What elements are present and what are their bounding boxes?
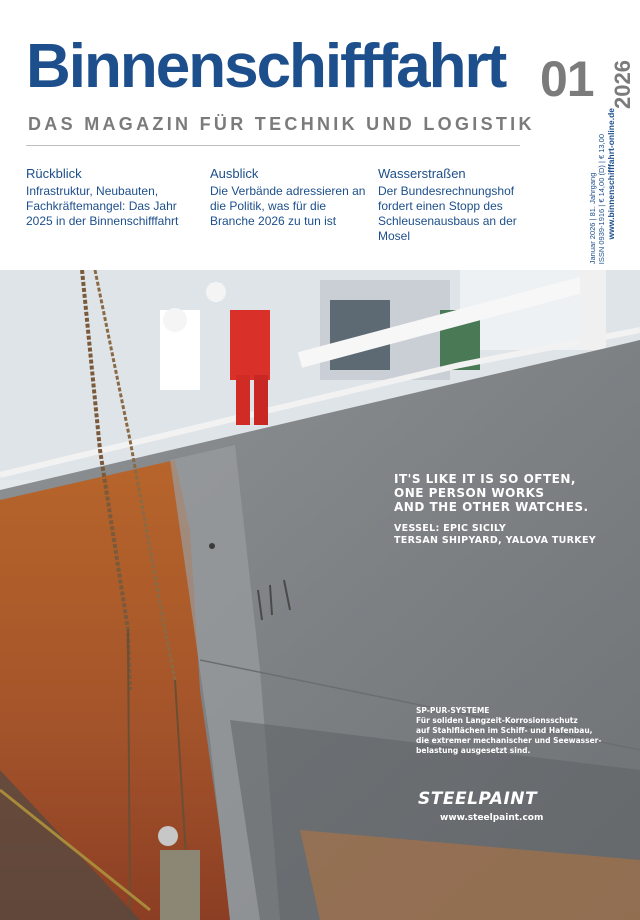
issue-info-line: Januar 2026 | 81. Jahrgang	[588, 172, 597, 265]
teaser-wasserstrassen[interactable]	[378, 166, 538, 244]
teaser-head: Ausblick	[210, 166, 259, 181]
ad-system-line: auf Stahlflächen im Schiff- und Hafenbau,	[416, 726, 593, 735]
teaser-ausblick[interactable]	[210, 166, 370, 229]
ad-vessel-line: VESSEL: EPIC SICILY	[394, 523, 507, 534]
teaser-rueckblick[interactable]	[26, 166, 186, 229]
ad-vessel-line: TERSAN SHIPYARD, YALOVA TURKEY	[394, 535, 596, 546]
website-url[interactable]: www.binnenschifffahrt-online.de	[606, 108, 616, 240]
issue-year: 2026	[610, 60, 635, 109]
ad-system-head: SP-PUR-SYSTEME	[416, 706, 490, 715]
ad-system-line: belastung ausgesetzt sind.	[416, 746, 531, 755]
ad-quote-line: AND THE OTHER WATCHES.	[394, 500, 589, 514]
steelpaint-logo: STEELPAINT	[418, 789, 538, 809]
issue-info-line: ISSN 0939-1916 | € 14,00 (D) | € 13,00	[597, 134, 606, 265]
divider	[26, 145, 520, 146]
magazine-title: Binnenschifffahrt	[26, 32, 506, 101]
teaser-head: Rückblick	[26, 166, 82, 181]
ad-quote-line: IT'S LIKE IT IS SO OFTEN,	[394, 472, 576, 486]
teaser-text: Der Bundesrechnungshof fordert einen Stopp des Schleusenausbaus an der Mosel	[378, 184, 517, 243]
masthead	[0, 0, 640, 270]
teaser-text: Infrastruktur, Neubauten, Fachkräftemangel: Das Jahr 2025 in der Binnenschifffahrt	[26, 184, 179, 228]
magazine-subtitle: DAS MAGAZIN FÜR TECHNIK UND LOGISTIK	[28, 114, 535, 134]
issue-number: 01	[540, 51, 594, 107]
cover-photo	[0, 270, 640, 920]
ship-hull-illustration	[0, 270, 640, 920]
ad-quote	[394, 472, 634, 514]
issue-info	[588, 134, 606, 264]
teaser-head: Wasserstraßen	[378, 166, 466, 181]
ad-quote-line: ONE PERSON WORKS	[394, 486, 545, 500]
ad-system-text	[416, 706, 616, 756]
ad-system-line: die extremer mechanischer und Seewasser-	[416, 736, 602, 745]
ad-vessel-info	[394, 523, 634, 547]
ad-url[interactable]: www.steelpaint.com	[440, 813, 544, 823]
teaser-text: Die Verbände adressieren an die Politik, was für die Branche 2026 zu tun ist	[210, 184, 366, 228]
ad-system-line: Für soliden Langzeit-Korrosionsschutz	[416, 716, 578, 725]
